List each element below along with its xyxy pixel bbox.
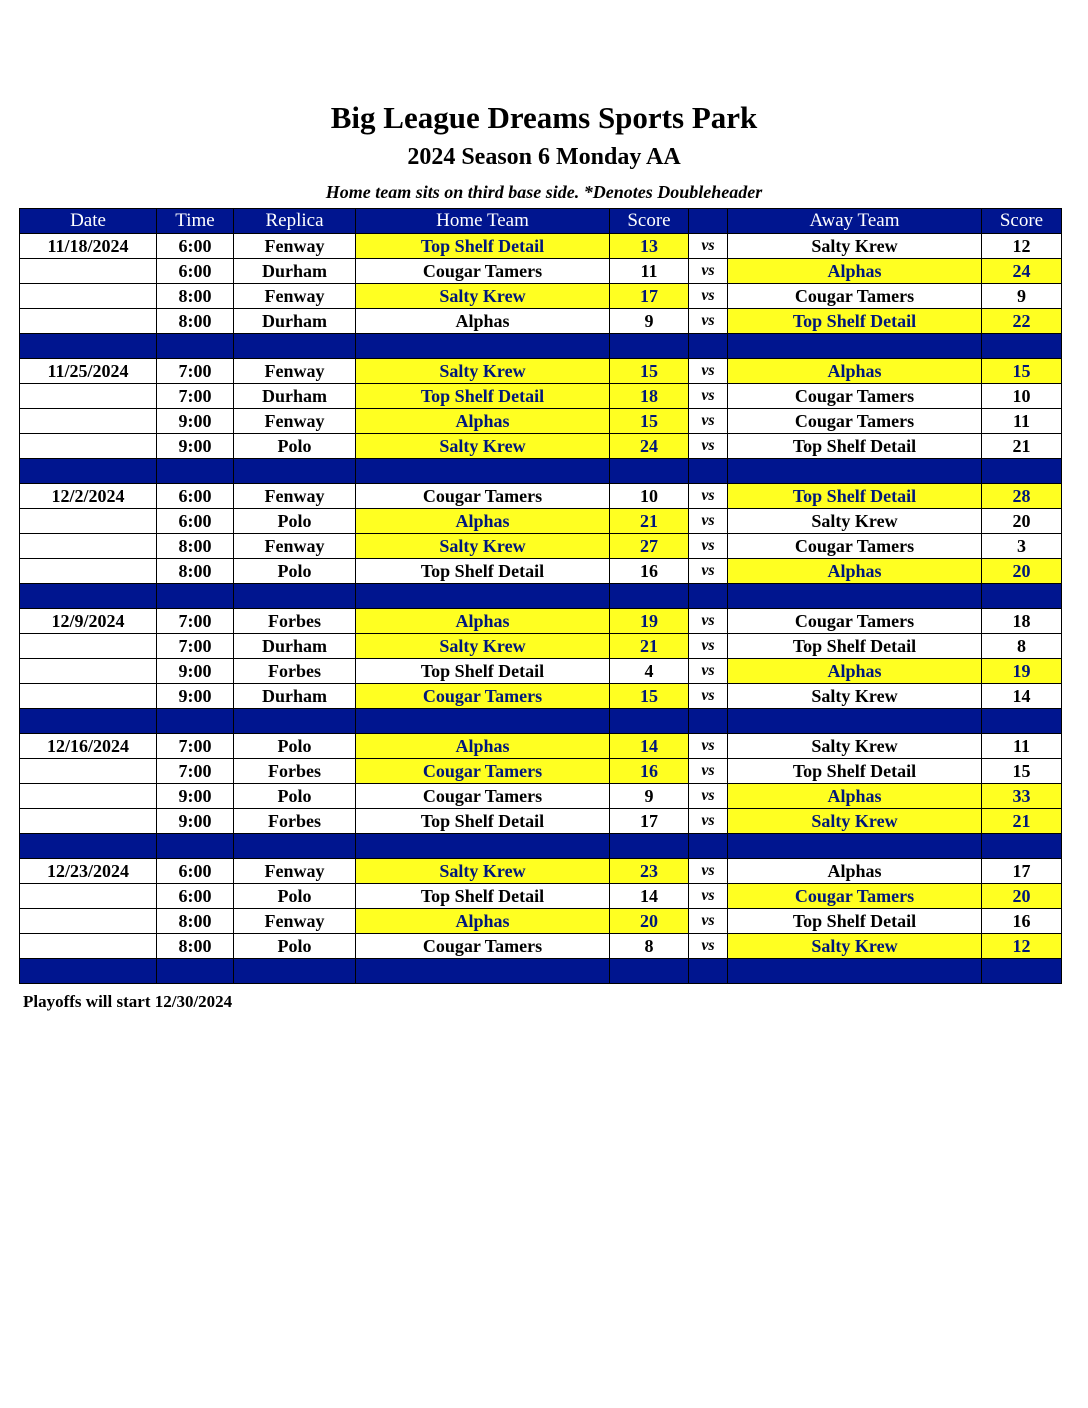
table-row [20,809,1062,834]
away-score: 19 [982,659,1062,684]
separator-cell [157,334,234,359]
game-time: 9:00 [157,434,234,459]
away-score: 28 [982,484,1062,509]
separator-cell [728,959,982,984]
game-replica: Fenway [234,234,356,259]
separator-cell [610,459,689,484]
vs-label: vs [689,684,728,709]
game-date [20,509,157,534]
vs-label: vs [689,884,728,909]
home-team: Cougar Tamers [356,484,610,509]
game-date: 12/23/2024 [20,859,157,884]
game-date: 12/16/2024 [20,734,157,759]
schedule-note: Home team sits on third base side. *Denotes Doubleheader [325,182,763,202]
game-replica: Polo [234,434,356,459]
game-date [20,434,157,459]
game-date [20,534,157,559]
game-replica: Fenway [234,909,356,934]
game-date: 11/18/2024 [20,234,157,259]
game-date [20,884,157,909]
home-team: Alphas [356,734,610,759]
separator-cell [234,959,356,984]
away-score: 15 [982,759,1062,784]
game-date [20,559,157,584]
away-team: Salty Krew [728,809,982,834]
game-date [20,309,157,334]
separator-cell [982,584,1062,609]
away-team: Alphas [728,659,982,684]
game-date [20,909,157,934]
away-team: Top Shelf Detail [728,434,982,459]
table-row [20,684,1062,709]
separator-cell [728,709,982,734]
game-replica: Polo [234,509,356,534]
game-replica: Durham [234,309,356,334]
separator-cell [356,834,610,859]
home-team: Salty Krew [356,284,610,309]
game-date [20,809,157,834]
home-team: Cougar Tamers [356,759,610,784]
home-score: 4 [610,659,689,684]
home-score: 15 [610,684,689,709]
home-team: Top Shelf Detail [356,384,610,409]
home-score: 16 [610,759,689,784]
home-score: 14 [610,884,689,909]
separator-cell [20,459,157,484]
game-time: 6:00 [157,234,234,259]
home-team: Top Shelf Detail [356,659,610,684]
game-time: 6:00 [157,259,234,284]
game-date [20,409,157,434]
table-row [20,434,1062,459]
separator-cell [234,834,356,859]
game-time: 7:00 [157,734,234,759]
table-row [20,509,1062,534]
table-row [20,884,1062,909]
separator-cell [356,584,610,609]
home-score: 16 [610,559,689,584]
home-team: Alphas [356,509,610,534]
separator-cell [610,959,689,984]
home-score: 27 [610,534,689,559]
vs-label: vs [689,259,728,284]
game-date [20,284,157,309]
game-date [20,934,157,959]
table-row [20,609,1062,634]
table-row [20,934,1062,959]
separator-cell [982,709,1062,734]
home-team: Cougar Tamers [356,684,610,709]
separator-cell [728,584,982,609]
separator-cell [234,584,356,609]
away-team: Top Shelf Detail [728,634,982,659]
col-header-home-score: Score [610,209,689,234]
table-row [20,734,1062,759]
game-replica: Forbes [234,659,356,684]
vs-label: vs [689,534,728,559]
game-time: 8:00 [157,909,234,934]
separator-cell [728,834,982,859]
home-score: 21 [610,634,689,659]
separator-cell [356,959,610,984]
game-date: 12/2/2024 [20,484,157,509]
separator-cell [356,709,610,734]
page-subtitle: 2024 Season 6 Monday AA [407,144,681,170]
home-team: Salty Krew [356,434,610,459]
away-team: Salty Krew [728,509,982,534]
home-score: 8 [610,934,689,959]
vs-label: vs [689,234,728,259]
away-score: 20 [982,509,1062,534]
game-date: 12/9/2024 [20,609,157,634]
home-team: Cougar Tamers [356,784,610,809]
away-score: 9 [982,284,1062,309]
game-time: 6:00 [157,859,234,884]
home-score: 9 [610,784,689,809]
table-row [20,409,1062,434]
home-score: 18 [610,384,689,409]
separator-cell [982,834,1062,859]
separator-cell [20,834,157,859]
separator-cell [728,459,982,484]
away-score: 8 [982,634,1062,659]
game-replica: Fenway [234,284,356,309]
home-team: Cougar Tamers [356,259,610,284]
col-header-home-team: Home Team [356,209,610,234]
away-score: 24 [982,259,1062,284]
table-row [20,384,1062,409]
vs-label: vs [689,784,728,809]
game-replica: Durham [234,384,356,409]
home-score: 9 [610,309,689,334]
header-row [20,209,1062,234]
away-score: 10 [982,384,1062,409]
week-separator-row [20,959,1062,984]
table-row [20,559,1062,584]
away-score: 21 [982,809,1062,834]
separator-cell [20,334,157,359]
game-replica: Durham [234,259,356,284]
game-date [20,384,157,409]
table-row [20,859,1062,884]
game-replica: Polo [234,934,356,959]
vs-label: vs [689,284,728,309]
separator-cell [610,334,689,359]
away-score: 16 [982,909,1062,934]
table-row [20,259,1062,284]
game-replica: Fenway [234,484,356,509]
separator-cell [20,584,157,609]
table-row [20,284,1062,309]
game-time: 8:00 [157,284,234,309]
separator-cell [157,709,234,734]
home-team: Top Shelf Detail [356,234,610,259]
game-time: 9:00 [157,784,234,809]
game-replica: Forbes [234,609,356,634]
game-time: 6:00 [157,484,234,509]
game-time: 9:00 [157,409,234,434]
home-team: Cougar Tamers [356,934,610,959]
away-score: 15 [982,359,1062,384]
separator-cell [234,709,356,734]
home-score: 17 [610,284,689,309]
away-team: Alphas [728,784,982,809]
playoffs-note: Playoffs will start 12/30/2024 [23,992,233,1011]
schedule-table [19,208,1062,984]
separator-cell [689,834,728,859]
game-time: 6:00 [157,884,234,909]
separator-cell [610,709,689,734]
col-header-away-team: Away Team [728,209,982,234]
away-team: Cougar Tamers [728,284,982,309]
col-header-date: Date [20,209,157,234]
game-time: 6:00 [157,509,234,534]
separator-cell [689,709,728,734]
table-row [20,484,1062,509]
game-time: 7:00 [157,609,234,634]
away-score: 14 [982,684,1062,709]
game-replica: Polo [234,784,356,809]
col-header-vs [689,209,728,234]
game-time: 7:00 [157,359,234,384]
game-time: 9:00 [157,809,234,834]
away-team: Alphas [728,259,982,284]
schedule-body [20,234,1062,984]
game-date: 11/25/2024 [20,359,157,384]
separator-cell [356,334,610,359]
game-date [20,684,157,709]
game-replica: Polo [234,884,356,909]
home-score: 11 [610,259,689,284]
game-time: 8:00 [157,534,234,559]
away-score: 22 [982,309,1062,334]
separator-cell [20,709,157,734]
week-separator-row [20,334,1062,359]
home-team: Salty Krew [356,359,610,384]
away-team: Alphas [728,559,982,584]
away-team: Salty Krew [728,234,982,259]
away-team: Salty Krew [728,684,982,709]
home-team: Alphas [356,309,610,334]
table-row [20,234,1062,259]
away-team: Top Shelf Detail [728,909,982,934]
vs-label: vs [689,634,728,659]
vs-label: vs [689,409,728,434]
page-title: Big League Dreams Sports Park [330,100,758,135]
vs-label: vs [689,859,728,884]
away-team: Alphas [728,359,982,384]
separator-cell [982,959,1062,984]
home-score: 24 [610,434,689,459]
week-separator-row [20,709,1062,734]
away-score: 33 [982,784,1062,809]
table-row [20,534,1062,559]
away-score: 17 [982,859,1062,884]
game-time: 8:00 [157,559,234,584]
game-replica: Durham [234,634,356,659]
home-team: Alphas [356,409,610,434]
separator-cell [356,459,610,484]
separator-cell [234,459,356,484]
separator-cell [689,959,728,984]
vs-label: vs [689,359,728,384]
vs-label: vs [689,934,728,959]
home-team: Top Shelf Detail [356,884,610,909]
separator-cell [728,334,982,359]
vs-label: vs [689,759,728,784]
away-team: Salty Krew [728,934,982,959]
home-score: 14 [610,734,689,759]
game-replica: Fenway [234,534,356,559]
table-row [20,784,1062,809]
home-score: 10 [610,484,689,509]
home-team: Alphas [356,609,610,634]
game-replica: Forbes [234,759,356,784]
separator-cell [689,459,728,484]
home-score: 20 [610,909,689,934]
away-score: 12 [982,934,1062,959]
week-separator-row [20,834,1062,859]
vs-label: vs [689,484,728,509]
away-team: Salty Krew [728,734,982,759]
home-score: 15 [610,359,689,384]
game-time: 7:00 [157,384,234,409]
home-score: 21 [610,509,689,534]
game-time: 7:00 [157,634,234,659]
game-date [20,659,157,684]
table-row [20,634,1062,659]
game-replica: Fenway [234,859,356,884]
away-team: Cougar Tamers [728,884,982,909]
game-replica: Fenway [234,409,356,434]
away-score: 20 [982,559,1062,584]
home-score: 19 [610,609,689,634]
away-score: 12 [982,234,1062,259]
separator-cell [689,584,728,609]
vs-label: vs [689,384,728,409]
game-time: 8:00 [157,934,234,959]
away-score: 18 [982,609,1062,634]
game-replica: Polo [234,734,356,759]
away-team: Cougar Tamers [728,609,982,634]
home-score: 23 [610,859,689,884]
home-team: Top Shelf Detail [356,559,610,584]
vs-label: vs [689,434,728,459]
home-team: Salty Krew [356,634,610,659]
table-row [20,359,1062,384]
separator-cell [157,834,234,859]
separator-cell [20,959,157,984]
table-row [20,309,1062,334]
away-score: 20 [982,884,1062,909]
col-header-time: Time [157,209,234,234]
home-team: Salty Krew [356,859,610,884]
home-score: 15 [610,409,689,434]
away-team: Top Shelf Detail [728,309,982,334]
home-team: Salty Krew [356,534,610,559]
away-score: 11 [982,734,1062,759]
game-time: 9:00 [157,659,234,684]
separator-cell [157,584,234,609]
game-date [20,634,157,659]
vs-label: vs [689,509,728,534]
table-row [20,659,1062,684]
vs-label: vs [689,809,728,834]
vs-label: vs [689,609,728,634]
home-score: 13 [610,234,689,259]
col-header-away-score: Score [982,209,1062,234]
away-team: Cougar Tamers [728,409,982,434]
week-separator-row [20,459,1062,484]
home-team: Top Shelf Detail [356,809,610,834]
separator-cell [982,334,1062,359]
separator-cell [610,834,689,859]
separator-cell [689,334,728,359]
separator-cell [982,459,1062,484]
away-score: 11 [982,409,1062,434]
table-row [20,909,1062,934]
table-row [20,759,1062,784]
away-team: Top Shelf Detail [728,759,982,784]
week-separator-row [20,584,1062,609]
game-time: 9:00 [157,684,234,709]
vs-label: vs [689,909,728,934]
game-replica: Durham [234,684,356,709]
game-replica: Fenway [234,359,356,384]
col-header-replica: Replica [234,209,356,234]
game-date [20,784,157,809]
away-team: Cougar Tamers [728,384,982,409]
game-replica: Polo [234,559,356,584]
away-team: Alphas [728,859,982,884]
away-score: 3 [982,534,1062,559]
home-score: 17 [610,809,689,834]
game-date [20,259,157,284]
separator-cell [610,584,689,609]
separator-cell [234,334,356,359]
game-replica: Forbes [234,809,356,834]
away-team: Cougar Tamers [728,534,982,559]
separator-cell [157,959,234,984]
away-score: 21 [982,434,1062,459]
vs-label: vs [689,659,728,684]
game-time: 8:00 [157,309,234,334]
away-team: Top Shelf Detail [728,484,982,509]
vs-label: vs [689,734,728,759]
separator-cell [157,459,234,484]
home-team: Alphas [356,909,610,934]
vs-label: vs [689,309,728,334]
game-time: 7:00 [157,759,234,784]
vs-label: vs [689,559,728,584]
game-date [20,759,157,784]
